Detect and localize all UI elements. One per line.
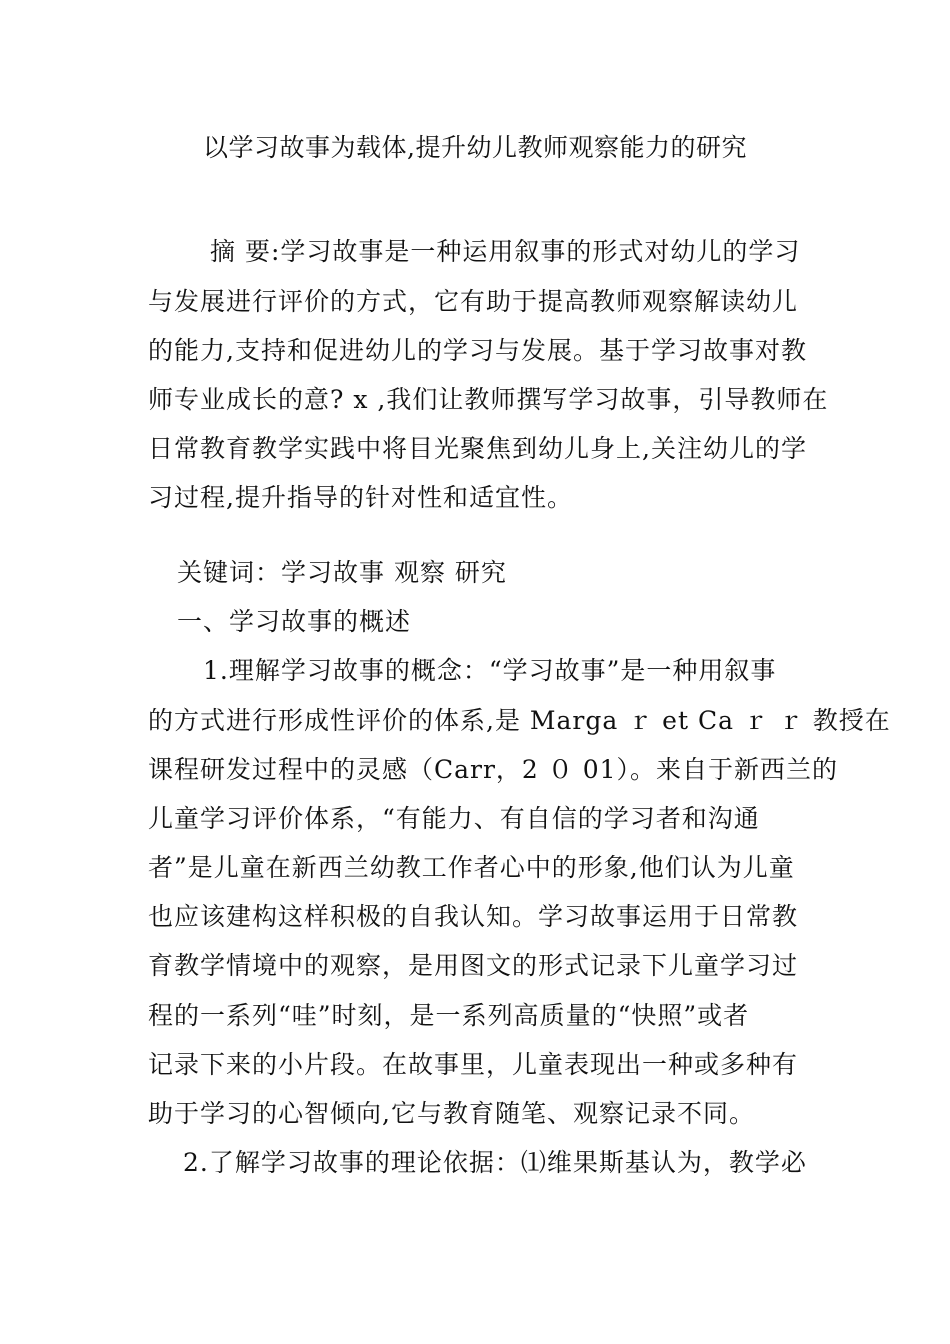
abstract-line: 的能力,支持和促进幼儿的学习与发展。基于学习故事对教: [148, 336, 807, 365]
abstract-line: 摘 要:学习故事是一种运用叙事的形式对幼儿的学习: [210, 237, 801, 266]
section-heading: 一、学习故事的概述: [177, 607, 412, 636]
abstract-line: 习过程,提升指导的针对性和适宜性。: [148, 483, 573, 512]
keywords-line: 关键词：学习故事 观察 研究: [177, 558, 507, 587]
paragraph-line: 的方式进行形成性评价的体系,是 Marga ｒ et Ca ｒ ｒ 教授在: [148, 706, 891, 735]
paragraph-line: 儿童学习评价体系，“有能力、有自信的学习者和沟通: [148, 804, 760, 833]
abstract-line: 与发展进行评价的方式，它有助于提高教师观察解读幼儿: [148, 287, 799, 316]
paragraph-line: 程的一系列“哇”时刻，是一系列高质量的“快照”或者: [148, 1001, 750, 1030]
paragraph-line: 记录下来的小片段。在故事里，儿童表现出一种或多种有: [148, 1050, 799, 1079]
paragraph-line: 1.理解学习故事的概念：“学习故事”是一种用叙事: [203, 656, 777, 685]
paragraph-line: 课程研发过程中的灵感（Carr，2 ０ 01）。来自于新西兰的: [148, 755, 839, 784]
abstract-line: 师专业成长的意? x ,我们让教师撰写学习故事，引导教师在: [148, 385, 829, 414]
paragraph-line: 2.了解学习故事的理论依据：⑴维果斯基认为，教学必: [183, 1148, 807, 1177]
paragraph-line: 助于学习的心智倾向,它与教育随笔、观察记录不同。: [148, 1099, 755, 1128]
paragraph-line: 也应该建构这样积极的自我认知。学习故事运用于日常教: [148, 902, 799, 931]
paragraph-line: 者”是儿童在新西兰幼教工作者心中的形象,他们认为儿童: [148, 853, 795, 882]
abstract-line: 日常教育教学实践中将目光聚焦到幼儿身上,关注幼儿的学: [148, 434, 807, 463]
paragraph-line: 育教学情境中的观察，是用图文的形式记录下儿童学习过: [148, 951, 799, 980]
document-title: 以学习故事为载体,提升幼儿教师观察能力的研究: [203, 133, 747, 162]
